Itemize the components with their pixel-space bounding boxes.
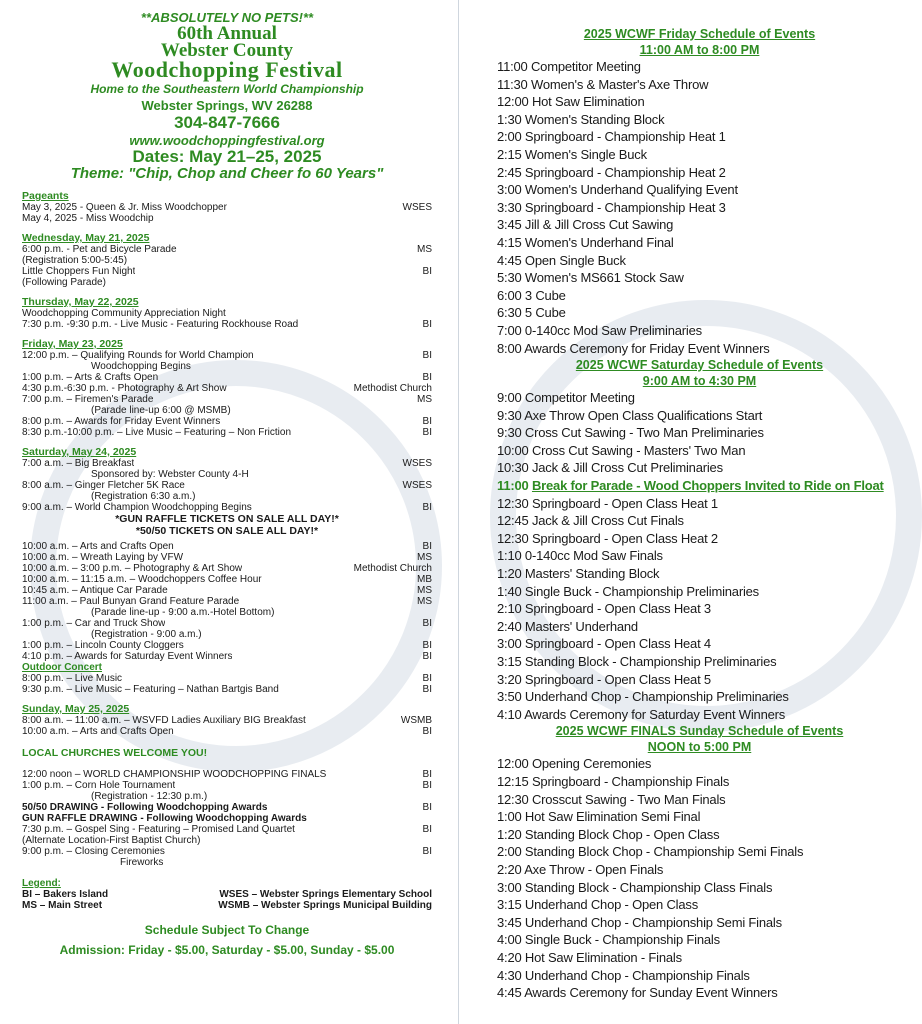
schedule-item-text: 10:00 a.m. – Arts and Crafts Open <box>22 541 174 552</box>
event-row: 3:00 Springboard - Open Class Heat 4 <box>497 636 711 652</box>
event-row: 4:00 Single Buck - Championship Finals <box>497 932 720 948</box>
schedule-item-location: MS <box>417 244 432 255</box>
schedule-item <box>22 585 432 596</box>
event-row: 9:00 Competitor Meeting <box>497 390 635 406</box>
schedule-item-text: 8:00 p.m. – Awards for Friday Event Winners <box>22 416 221 427</box>
schedule-item-text: Fireworks <box>120 857 164 868</box>
section-pageants <box>22 191 432 224</box>
event-row: 9:30 Cross Cut Sawing - Two Man Preliminaries <box>497 425 764 441</box>
friday-schedule-heading: 2025 WCWF Friday Schedule of Events <box>583 27 816 41</box>
event-row: 3:30 Springboard - Championship Heat 3 <box>497 199 726 215</box>
schedule-item <box>22 824 432 835</box>
event-row: 12:00 Hot Saw Elimination <box>497 94 645 110</box>
event-row: 12:30 Crosscut Sawing - Two Man Finals <box>497 791 726 807</box>
event-row: 4:45 Awards Ceremony for Sunday Event Winners <box>497 985 778 1001</box>
event-row: 1:10 0-140cc Mod Saw Finals <box>497 548 663 564</box>
event-row: 1:20 Standing Block Chop - Open Class <box>497 826 720 842</box>
event-row: 2:20 Axe Throw - Open Finals <box>497 861 664 877</box>
title-festival: Woodchopping Festival <box>111 57 343 82</box>
schedule-item <box>22 541 432 552</box>
schedule-item <box>22 651 432 662</box>
schedule-item <box>22 813 432 824</box>
section-finals <box>22 769 432 868</box>
event-title: Break for Parade - Wood Choppers Invited to Ride on Float <box>531 478 884 494</box>
event-row: 11:00 Competitor Meeting <box>497 59 641 74</box>
schedule-item-location: BI <box>422 541 432 552</box>
event-row: 8:00 Awards Ceremony for Friday Event Winners <box>497 340 770 356</box>
schedule-item-text: (Following Parade) <box>22 277 106 288</box>
schedule-item-location: BI <box>422 618 432 629</box>
event-row: 4:10 Awards Ceremony for Saturday Event Winners <box>497 706 786 722</box>
event-row: 3:00 Standing Block - Championship Class Finals <box>497 879 773 895</box>
title-anniversary: 60th Annual <box>177 23 277 44</box>
schedule-item-text: 7:30 p.m. – Gospel Sing - Featuring – Promised Land Quartet <box>22 824 295 835</box>
event-row: 10:00 Cross Cut Sawing - Masters' Two Man <box>497 442 746 458</box>
schedule-item-text: May 4, 2025 - Miss Woodchip <box>22 213 154 224</box>
event-row: 7:00 0-140cc Mod Saw Preliminaries <box>497 322 702 338</box>
schedule-item-location: BI <box>422 769 432 780</box>
schedule-item-text: Sponsored by: Webster County 4-H <box>91 469 249 480</box>
schedule-item <box>22 629 432 640</box>
schedule-item-text: 1:00 p.m. – Car and Truck Show <box>22 618 166 629</box>
schedule-item <box>22 361 432 372</box>
schedule-item-location: MS <box>417 596 432 607</box>
schedule-item-text: 7:00 a.m. – Big Breakfast <box>22 458 135 469</box>
schedule-item-location: BI <box>422 780 432 791</box>
event-row: 4:15 Women's Underhand Final <box>497 234 674 250</box>
schedule-item-location: BI <box>422 673 432 684</box>
schedule-item-location: MB <box>417 574 432 585</box>
schedule-item-text: 9:30 p.m. – Live Music – Featuring – Nathan Bartgis Band <box>22 684 279 695</box>
schedule-item <box>22 857 432 868</box>
legend-heading: Legend: <box>22 878 61 889</box>
schedule-item-location: BI <box>422 726 432 737</box>
schedule-item-location: WSES <box>402 480 432 491</box>
schedule-item-location: MS <box>417 552 432 563</box>
fold-divider <box>458 0 459 1024</box>
schedule-item-location: BI <box>422 319 432 330</box>
event-row: 12:30 Springboard - Open Class Heat 1 <box>497 495 718 511</box>
section-thursday <box>22 297 432 330</box>
schedule-item-text: 12:00 noon – WORLD CHAMPIONSHIP WOODCHOPPING FINALS <box>22 769 327 780</box>
schedule-item-text: Little Choppers Fun Night <box>22 266 136 277</box>
schedule-item-location: BI <box>422 350 432 361</box>
event-row: 2:45 Springboard - Championship Heat 2 <box>497 164 726 180</box>
schedule-item <box>22 640 432 651</box>
sunday-schedule-heading: 2025 WCWF FINALS Sunday Schedule of Events <box>555 724 844 739</box>
schedule-item <box>22 427 432 438</box>
section-heading: Pageants <box>22 190 69 202</box>
outdoor-concert-heading: Outdoor Concert <box>22 662 102 673</box>
event-row: 10:30 Jack & Jill Cross Cut Preliminaries <box>497 460 723 476</box>
schedule-item-location: WSES <box>402 458 432 469</box>
schedule-item-text: (Parade line-up - 9:00 a.m.-Hotel Bottom) <box>91 607 275 618</box>
address: Webster Springs, WV 26288 <box>141 98 313 113</box>
schedule-item-text: Woodchopping Begins <box>91 361 191 372</box>
schedule-item-text: GUN RAFFLE DRAWING - Following Woodchopping Awards <box>22 813 307 824</box>
schedule-item <box>22 846 432 857</box>
event-row: 1:20 Masters' Standing Block <box>497 566 660 582</box>
festival-dates: Dates: May 21–25, 2025 <box>132 147 322 166</box>
event-row: 2:40 Masters' Underhand <box>497 618 638 634</box>
gun-raffle-banner: *GUN RAFFLE TICKETS ON SALE ALL DAY!* <box>115 513 339 525</box>
schedule-item-text: 11:00 a.m. – Paul Bunyan Grand Feature Parade <box>22 596 240 607</box>
schedule-item <box>22 673 432 684</box>
schedule-item <box>22 350 432 361</box>
schedule-item-location: BI <box>422 266 432 277</box>
schedule-item-text: 9:00 p.m. – Closing Ceremonies <box>22 846 165 857</box>
event-row: 4:45 Open Single Buck <box>497 252 626 268</box>
schedule-item-location: BI <box>422 640 432 651</box>
section-saturday <box>22 447 432 695</box>
schedule-item-text: (Registration 5:00-5:45) <box>22 255 128 266</box>
schedule-item-text: 10:00 a.m. – Wreath Laying by VFW <box>22 552 184 563</box>
schedule-item-text: May 3, 2025 - Queen & Jr. Miss Woodchopper <box>22 202 227 213</box>
event-row: 2:00 Standing Block Chop - Championship Semi Finals <box>497 844 804 860</box>
saturday-schedule-heading: 2025 WCWF Saturday Schedule of Events <box>575 358 824 373</box>
schedule-item <box>22 596 432 607</box>
schedule-item <box>22 416 432 427</box>
schedule-item-text: 8:00 p.m. – Live Music <box>22 673 123 684</box>
schedule-item <box>22 802 432 813</box>
no-pets-notice: **ABSOLUTELY NO PETS!** <box>140 10 314 25</box>
event-time: 11:00 <box>497 478 529 494</box>
schedule-item-text: Woodchopping Community Appreciation Night <box>22 308 226 319</box>
schedule-item <box>22 780 432 791</box>
schedule-item <box>22 491 432 502</box>
schedule-item-text: 1:00 p.m. – Lincoln County Cloggers <box>22 640 184 651</box>
schedule-item-location: BI <box>422 684 432 695</box>
section-wednesday <box>22 233 432 288</box>
event-row: 6:30 5 Cube <box>497 305 566 321</box>
schedule-item <box>22 480 432 491</box>
schedule-item-location: BI <box>422 427 432 438</box>
section-sunday <box>22 704 432 737</box>
event-row: 2:15 Women's Single Buck <box>497 146 647 162</box>
schedule-item-text: 7:30 p.m. -9:30 p.m. - Live Music - Featuring Rockhouse Road <box>22 319 299 330</box>
schedule-item <box>22 791 432 802</box>
event-row: 9:30 Axe Throw Open Class Qualifications Start <box>497 407 763 423</box>
website-link[interactable]: www.woodchoppingfestival.org <box>129 133 325 148</box>
schedule-item <box>22 607 432 618</box>
event-row: 4:20 Hot Saw Elimination - Finals <box>497 949 682 965</box>
schedule-item <box>22 458 432 469</box>
event-row: 2:00 Springboard - Championship Heat 1 <box>497 129 726 145</box>
festival-header <box>22 10 432 182</box>
local-churches-notice: LOCAL CHURCHES WELCOME YOU! <box>22 747 208 759</box>
schedule-item-text: (Registration - 9:00 a.m.) <box>91 629 202 640</box>
schedule-item <box>22 372 432 383</box>
event-row: 2:10 Springboard - Open Class Heat 3 <box>497 601 711 617</box>
schedule-item-text: 8:00 a.m. – 11:00 a.m. – WSVFD Ladies Auxiliary BIG Breakfast <box>22 715 306 726</box>
saturday-schedule-hours: 9:00 AM to 4:30 PM <box>642 374 757 389</box>
schedule-item-location: WSES <box>402 202 432 213</box>
legend-wses: WSES – Webster Springs Elementary School <box>219 889 432 900</box>
schedule-item-text: 50/50 DRAWING - Following Woodchopping Awards <box>22 802 268 813</box>
event-row: 12:45 Jack & Jill Cross Cut Finals <box>497 513 684 529</box>
schedule-item <box>22 394 432 405</box>
event-row: 3:50 Underhand Chop - Championship Preliminaries <box>497 689 789 705</box>
schedule-item-text: 8:30 p.m.-10:00 p.m. – Live Music – Featuring – Non Friction <box>22 427 292 438</box>
schedule-item <box>22 319 432 330</box>
schedule-item-location: BI <box>422 824 432 835</box>
schedule-item-text: 12:00 p.m. – Qualifying Rounds for World Champion <box>22 350 254 361</box>
schedule-item <box>22 552 432 563</box>
right-panel <box>497 26 902 1002</box>
schedule-item-text: 10:45 a.m. – Antique Car Parade <box>22 585 168 596</box>
title-county: Webster County <box>160 40 294 61</box>
schedule-item-text: (Registration - 12:30 p.m.) <box>91 791 208 802</box>
schedule-item-location: BI <box>422 502 432 513</box>
schedule-item-text: 8:00 a.m. – Ginger Fletcher 5K Race <box>22 480 185 491</box>
schedule-item-location: BI <box>422 372 432 383</box>
event-row: 11:30 Women's & Master's Axe Throw <box>497 76 709 92</box>
schedule-item-text: 10:00 a.m. – 3:00 p.m. – Photography & Art Show <box>22 563 243 574</box>
schedule-item <box>22 502 432 513</box>
schedule-item <box>22 574 432 585</box>
schedule-item-text: (Alternate Location-First Baptist Church) <box>22 835 201 846</box>
schedule-item <box>22 383 432 394</box>
schedule-item-location: MS <box>417 394 432 405</box>
schedule-item-text: 10:00 a.m. – Arts and Crafts Open <box>22 726 174 737</box>
schedule-item-text: 9:00 a.m. – World Champion Woodchopping Begins <box>22 502 252 513</box>
schedule-item-location: BI <box>422 416 432 427</box>
schedule-item <box>22 202 432 213</box>
sunday-schedule-hours: NOON to 5:00 PM <box>647 740 752 755</box>
section-heading: Sunday, May 25, 2025 <box>22 703 130 715</box>
event-row: 3:45 Jill & Jill Cross Cut Sawing <box>497 217 674 233</box>
admission-prices: Admission: Friday - $5.00, Saturday - $5.00, Sunday - $5.00 <box>59 943 395 957</box>
schedule-item-text: 4:30 p.m.-6:30 p.m. - Photography & Art Show <box>22 383 227 394</box>
event-row: 3:20 Springboard - Open Class Heat 5 <box>497 671 711 687</box>
section-heading: Saturday, May 24, 2025 <box>22 446 137 458</box>
schedule-item-text: 7:00 p.m. – Firemen's Parade <box>22 394 154 405</box>
left-panel <box>22 10 432 957</box>
schedule-item-text: (Registration 6:30 a.m.) <box>91 491 196 502</box>
legend-ms: MS – Main Street <box>22 900 103 911</box>
schedule-item <box>22 277 432 288</box>
schedule-item-location: BI <box>422 651 432 662</box>
parade-break-row <box>497 477 902 495</box>
schedule-item-location: BI <box>422 802 432 813</box>
festival-theme: Theme: "Chip, Chop and Cheer fo 60 Years" <box>70 165 384 182</box>
schedule-item <box>22 255 432 266</box>
schedule-item <box>22 835 432 846</box>
schedule-item-location: BI <box>422 846 432 857</box>
event-row: 1:40 Single Buck - Championship Preliminaries <box>497 583 759 599</box>
event-row: 4:30 Underhand Chop - Championship Finals <box>497 967 750 983</box>
schedule-item <box>22 405 432 416</box>
event-row: 1:00 Hot Saw Elimination Semi Final <box>497 809 701 825</box>
home-tagline: Home to the Southeastern World Championship <box>90 82 364 96</box>
legend-bi: BI – Bakers Island <box>22 889 109 900</box>
event-row: 6:00 3 Cube <box>497 287 566 303</box>
schedule-item-text: 1:00 p.m. – Arts & Crafts Open <box>22 372 159 383</box>
schedule-item-location: Methodist Church <box>353 383 432 394</box>
event-row: 12:30 Springboard - Open Class Heat 2 <box>497 530 718 546</box>
schedule-item-text: 4:10 p.m. – Awards for Saturday Event Winners <box>22 651 233 662</box>
legend <box>22 878 432 911</box>
section-heading: Friday, May 23, 2025 <box>22 338 123 350</box>
schedule-item-text: 10:00 a.m. – 11:15 a.m. – Woodchoppers Coffee Hour <box>22 574 262 585</box>
schedule-item <box>22 769 432 780</box>
schedule-item-text: (Parade line-up 6:00 @ MSMB) <box>91 405 231 416</box>
schedule-item-text: 6:00 p.m. - Pet and Bicycle Parade <box>22 244 177 255</box>
schedule-item <box>22 618 432 629</box>
event-row: 5:30 Women's MS661 Stock Saw <box>497 270 684 286</box>
schedule-item-location: WSMB <box>400 715 432 726</box>
event-row: 1:30 Women's Standing Block <box>497 111 665 127</box>
event-row: 3:00 Women's Underhand Qualifying Event <box>497 182 738 198</box>
schedule-item <box>22 726 432 737</box>
schedule-item <box>22 715 432 726</box>
fifty-fifty-banner: *50/50 TICKETS ON SALE ALL DAY!* <box>135 525 319 537</box>
schedule-subject-to-change: Schedule Subject To Change <box>144 923 310 937</box>
schedule-item <box>22 266 432 277</box>
schedule-item <box>22 244 432 255</box>
schedule-item <box>22 469 432 480</box>
schedule-item <box>22 563 432 574</box>
event-row: 12:15 Springboard - Championship Finals <box>497 773 730 789</box>
legend-wsmb: WSMB – Webster Springs Municipal Building <box>218 900 432 911</box>
schedule-item-location: MS <box>417 585 432 596</box>
schedule-item <box>22 684 432 695</box>
section-heading: Wednesday, May 21, 2025 <box>22 232 150 244</box>
section-heading: Thursday, May 22, 2025 <box>22 296 139 308</box>
event-row: 12:00 Opening Ceremonies <box>497 756 652 772</box>
schedule-item-text: 1:00 p.m. – Corn Hole Tournament <box>22 780 176 791</box>
event-row: 3:15 Underhand Chop - Open Class <box>497 897 699 913</box>
event-row: 3:15 Standing Block - Championship Preliminaries <box>497 654 777 669</box>
event-row: 3:45 Underhand Chop - Championship Semi Finals <box>497 914 782 930</box>
section-friday <box>22 339 432 438</box>
friday-schedule-hours: 11:00 AM to 8:00 PM <box>639 43 760 57</box>
phone-number: 304-847-7666 <box>174 113 280 132</box>
schedule-item-location: Methodist Church <box>353 563 432 574</box>
schedule-item <box>22 213 432 224</box>
schedule-item <box>22 308 432 319</box>
